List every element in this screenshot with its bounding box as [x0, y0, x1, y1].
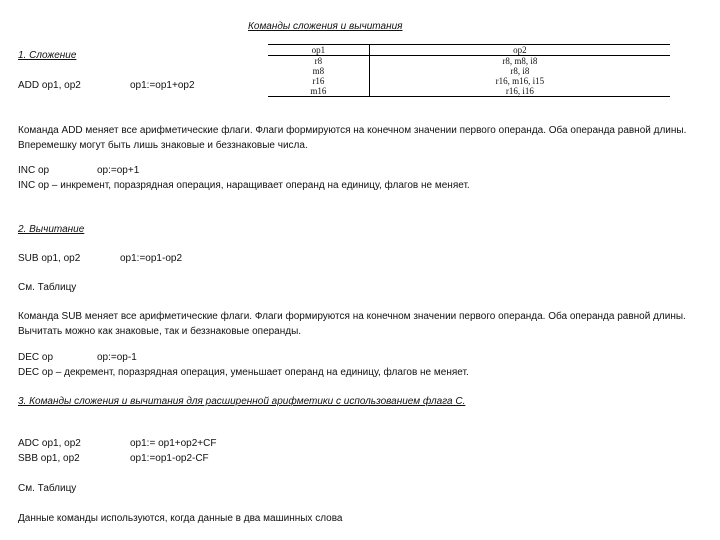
sub-description: Команда SUB меняет все арифметические флаги. Флаги формируются на конечном значении первого операнда. Оба операнда равной длины. Вычитать можно как знаковые, так и беззнаковые операнды. [18, 311, 686, 337]
table-header: op1 [268, 45, 369, 56]
inc-syntax: INC op [18, 165, 50, 176]
sbb-syntax: SBB op1, op2 [18, 453, 80, 464]
table-cell: m16 [268, 86, 369, 97]
table-row [268, 56, 670, 67]
table-header: op2 [369, 45, 670, 56]
add-syntax: ADD op1, op2 [18, 80, 81, 91]
sub-formula: op1:=op1-op2 [120, 253, 183, 264]
table-cell: r8 [268, 56, 369, 67]
table-row [268, 86, 670, 97]
adc-syntax: ADC op1, op2 [18, 438, 81, 449]
final-note: Данные команды используются, когда данные в два машинных слова [18, 513, 343, 524]
table-cell: r16, i16 [369, 86, 670, 97]
see-table-note: См. Таблицу [18, 282, 77, 293]
inc-formula: op:=op+1 [97, 165, 140, 176]
table-row [268, 76, 670, 86]
sub-syntax: SUB op1, op2 [18, 253, 81, 264]
see-table-note: См. Таблицу [18, 483, 77, 494]
inc-description: INC op – инкремент, поразрядная операция, наращивает операнд на единицу, флагов не меняет. [18, 180, 470, 191]
section-heading-addition: 1. Сложение [18, 50, 77, 61]
add-description: Команда ADD меняет все арифметические флаги. Флаги формируются на конечном значении первого операнда. Оба операнда равной длины. Вперемешку могут быть лишь знаковые и беззнаковые числа. [18, 125, 687, 151]
adc-formula: op1:= op1+op2+CF [130, 438, 217, 449]
table-header-row [268, 45, 670, 56]
table-row [268, 66, 670, 76]
table-cell: m8 [268, 66, 369, 76]
table-cell: r8, m8, i8 [502, 56, 538, 66]
page-title: Команды сложения и вычитания [248, 21, 403, 32]
dec-description: DEC op – декремент, поразрядная операция, уменьшает операнд на единицу, флагов не меняет. [18, 367, 469, 378]
section-heading-subtraction: 2. Вычитание [18, 224, 85, 235]
table-cell: r16 [268, 76, 369, 86]
add-formula: op1:=op1+op2 [130, 80, 195, 91]
table-cell: r16, m16, i15 [495, 76, 545, 86]
table-cell: r8, i8 [510, 66, 530, 76]
sbb-formula: op1:=op1-op2-CF [130, 453, 209, 464]
dec-formula: op:=op-1 [97, 352, 137, 363]
section-heading-extended: 3. Команды сложения и вычитания для расширенной арифметики с использованием флага С. [18, 396, 466, 407]
dec-syntax: DEC op [18, 352, 54, 363]
operand-table [268, 44, 670, 97]
